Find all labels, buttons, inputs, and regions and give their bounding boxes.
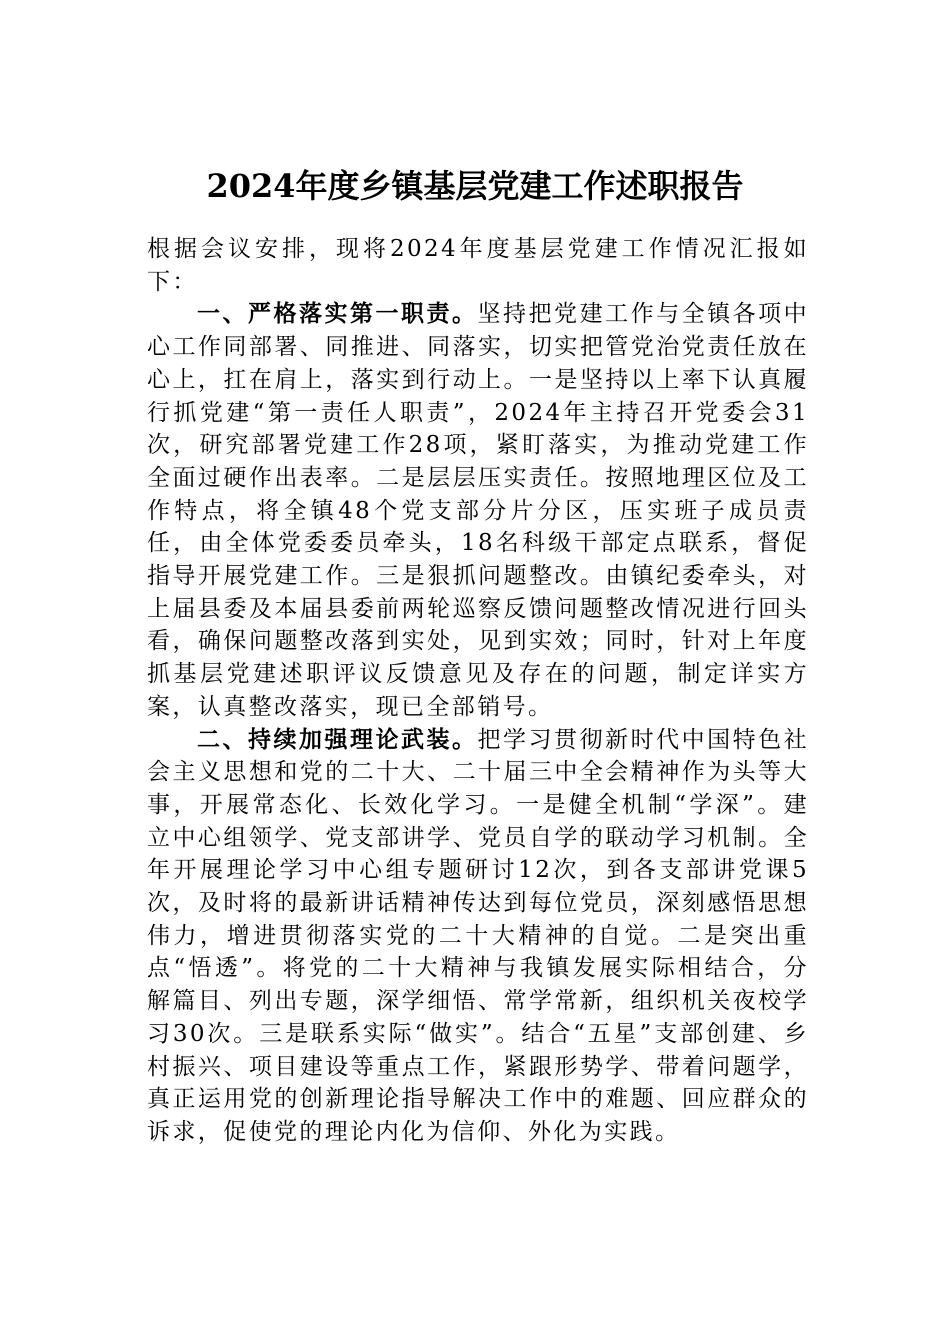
section-paragraph-1 [147, 298, 809, 723]
intro-paragraph: 根据会议安排，现将2024年度基层党建工作情况汇报如下： [147, 236, 809, 295]
section-paragraph-2 [147, 724, 809, 1149]
document-body [147, 233, 809, 1149]
section-heading-2: 二、持续加强理论武装。 [197, 725, 478, 753]
section-text-2: 把学习贯彻新时代中国特色社会主义思想和党的二十大、二十届三中全会精神作为头等大事，开展常态化、长效化学习。一是健全机制“学深”。建立中心组领学、党支部讲学、党员自学的联动学习机制。全年开展理论学习中心组专题研讨12次，到各支部讲党课5次，及时将的最新讲话精神传达到每位党员，深刻感悟思想伟力，增进贯彻落实党的二十大精神的自觉。二是突出重点“悟透”。将党的二十大精神与我镇发展实际相结合，分解篇目、列出专题，深学细悟、常学常新，组织机关夜校学习30次。三是联系实际“做实”。结合“五星”支部创建、乡村振兴、项目建设等重点工作，紧跟形势学、带着问题学，真正运用党的创新理论指导解决工作中的难题、回应群众的诉求，促使党的理论内化为信仰、外化为实践。 [147, 726, 809, 1145]
section-text-1: 坚持把党建工作与全镇各项中心工作同部署、同推进、同落实，切实把管党治党责任放在心上，扛在肩上，落实到行动上。一是坚持以上率下认真履行抓党建“第一责任人职责”，2024年主持召开党委会31次，研究部署党建工作28项，紧盯落实，为推动党建工作全面过硬作出表率。二是层层压实责任。按照地理区位及工作特点，将全镇48个党支部分片分区，压实班子成员责任，由全体党委委员牵头，18名科级干部定点联系，督促指导开展党建工作。三是狠抓问题整改。由镇纪委牵头，对上届县委及本届县委前两轮巡察反馈问题整改情况进行回头看，确保问题整改落到实处，见到实效；同时，针对上年度抓基层党建述职评议反馈意见及存在的问题，制定详实方案，认真整改落实，现已全部销号。 [147, 301, 809, 720]
document-title: 2024年度乡镇基层党建工作述职报告 [206, 167, 744, 205]
section-heading-1: 一、严格落实第一职责。 [197, 300, 478, 328]
